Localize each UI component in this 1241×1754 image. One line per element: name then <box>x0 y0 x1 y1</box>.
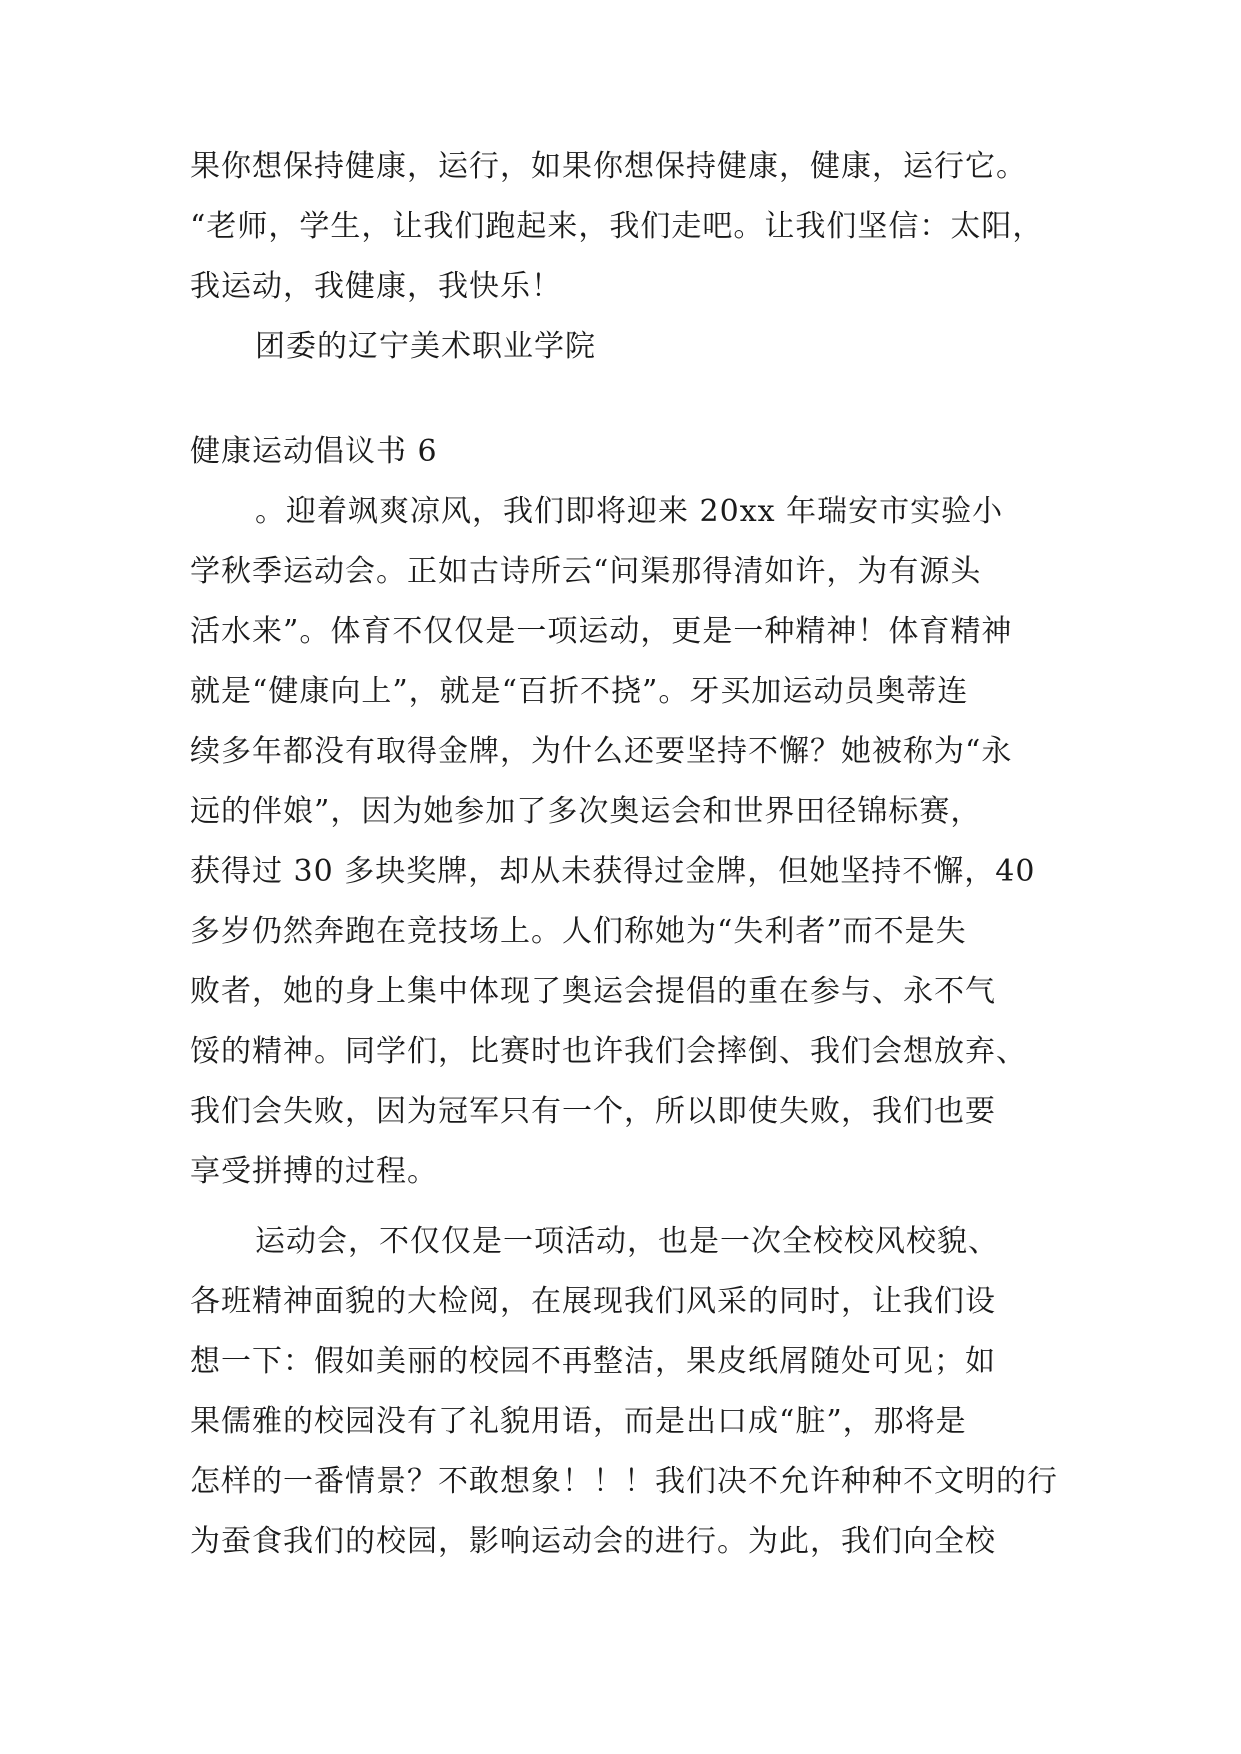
text-line: 败者，她的身上集中体现了奥运会提倡的重在参与、永不气 <box>190 974 996 1009</box>
text-line: 就是“健康向上”，就是“百折不挠”。牙买加运动员奥蒂连 <box>190 674 969 709</box>
text-line: 运动会，不仅仅是一项活动，也是一次全校校风校貌、 <box>255 1224 999 1259</box>
text-line: 为蚕食我们的校园，影响运动会的进行。为此，我们向全校 <box>190 1524 996 1559</box>
text-line: 活水来”。体育不仅仅是一项运动，更是一种精神！体育精神 <box>190 614 1013 649</box>
text-line: 远的伴娘”，因为她参加了多次奥运会和世界田径锦标赛， <box>190 794 982 829</box>
text-line: 我们会失败，因为冠军只有一个，所以即使失败，我们也要 <box>190 1094 996 1129</box>
text-line: 我运动，我健康，我快乐！ <box>190 269 562 304</box>
text-line: 续多年都没有取得金牌，为什么还要坚持不懈？她被称为“永 <box>190 734 1013 769</box>
text-line: 怎样的一番情景？不敢想象！！！我们决不允许种种不文明的行 <box>190 1464 1058 1499</box>
text-line: 多岁仍然奔跑在竞技场上。人们称她为“失利者”而不是失 <box>190 914 967 949</box>
text-line: 馁的精神。同学们，比赛时也许我们会摔倒、我们会想放弃、 <box>190 1034 1027 1069</box>
text-line: 果儒雅的校园没有了礼貌用语，而是出口成“脏”，那将是 <box>190 1404 967 1439</box>
text-line: 获得过 30 多块奖牌，却从未获得过金牌，但她坚持不懈，40 <box>190 854 1036 889</box>
text-line: 各班精神面貌的大检阅，在展现我们风采的同时，让我们设 <box>190 1284 996 1319</box>
text-line: 享受拼搏的过程。 <box>190 1154 438 1189</box>
text-line: 想一下：假如美丽的校园不再整洁，果皮纸屑随处可见；如 <box>190 1344 996 1379</box>
text-line: 果你想保持健康，运行，如果你想保持健康，健康，运行它。 <box>190 149 1027 184</box>
text-line: 。迎着飒爽凉风，我们即将迎来 20xx 年瑞安市实验小 <box>255 494 1004 529</box>
text-line: 学秋季运动会。正如古诗所云“问渠那得清如许，为有源头 <box>190 554 982 589</box>
signature: 团委的辽宁美术职业学院 <box>255 329 596 364</box>
text-line: “老师，学生，让我们跑起来，我们走吧。让我们坚信：太阳， <box>190 209 1044 244</box>
section-title: 健康运动倡议书 6 <box>190 434 438 469</box>
